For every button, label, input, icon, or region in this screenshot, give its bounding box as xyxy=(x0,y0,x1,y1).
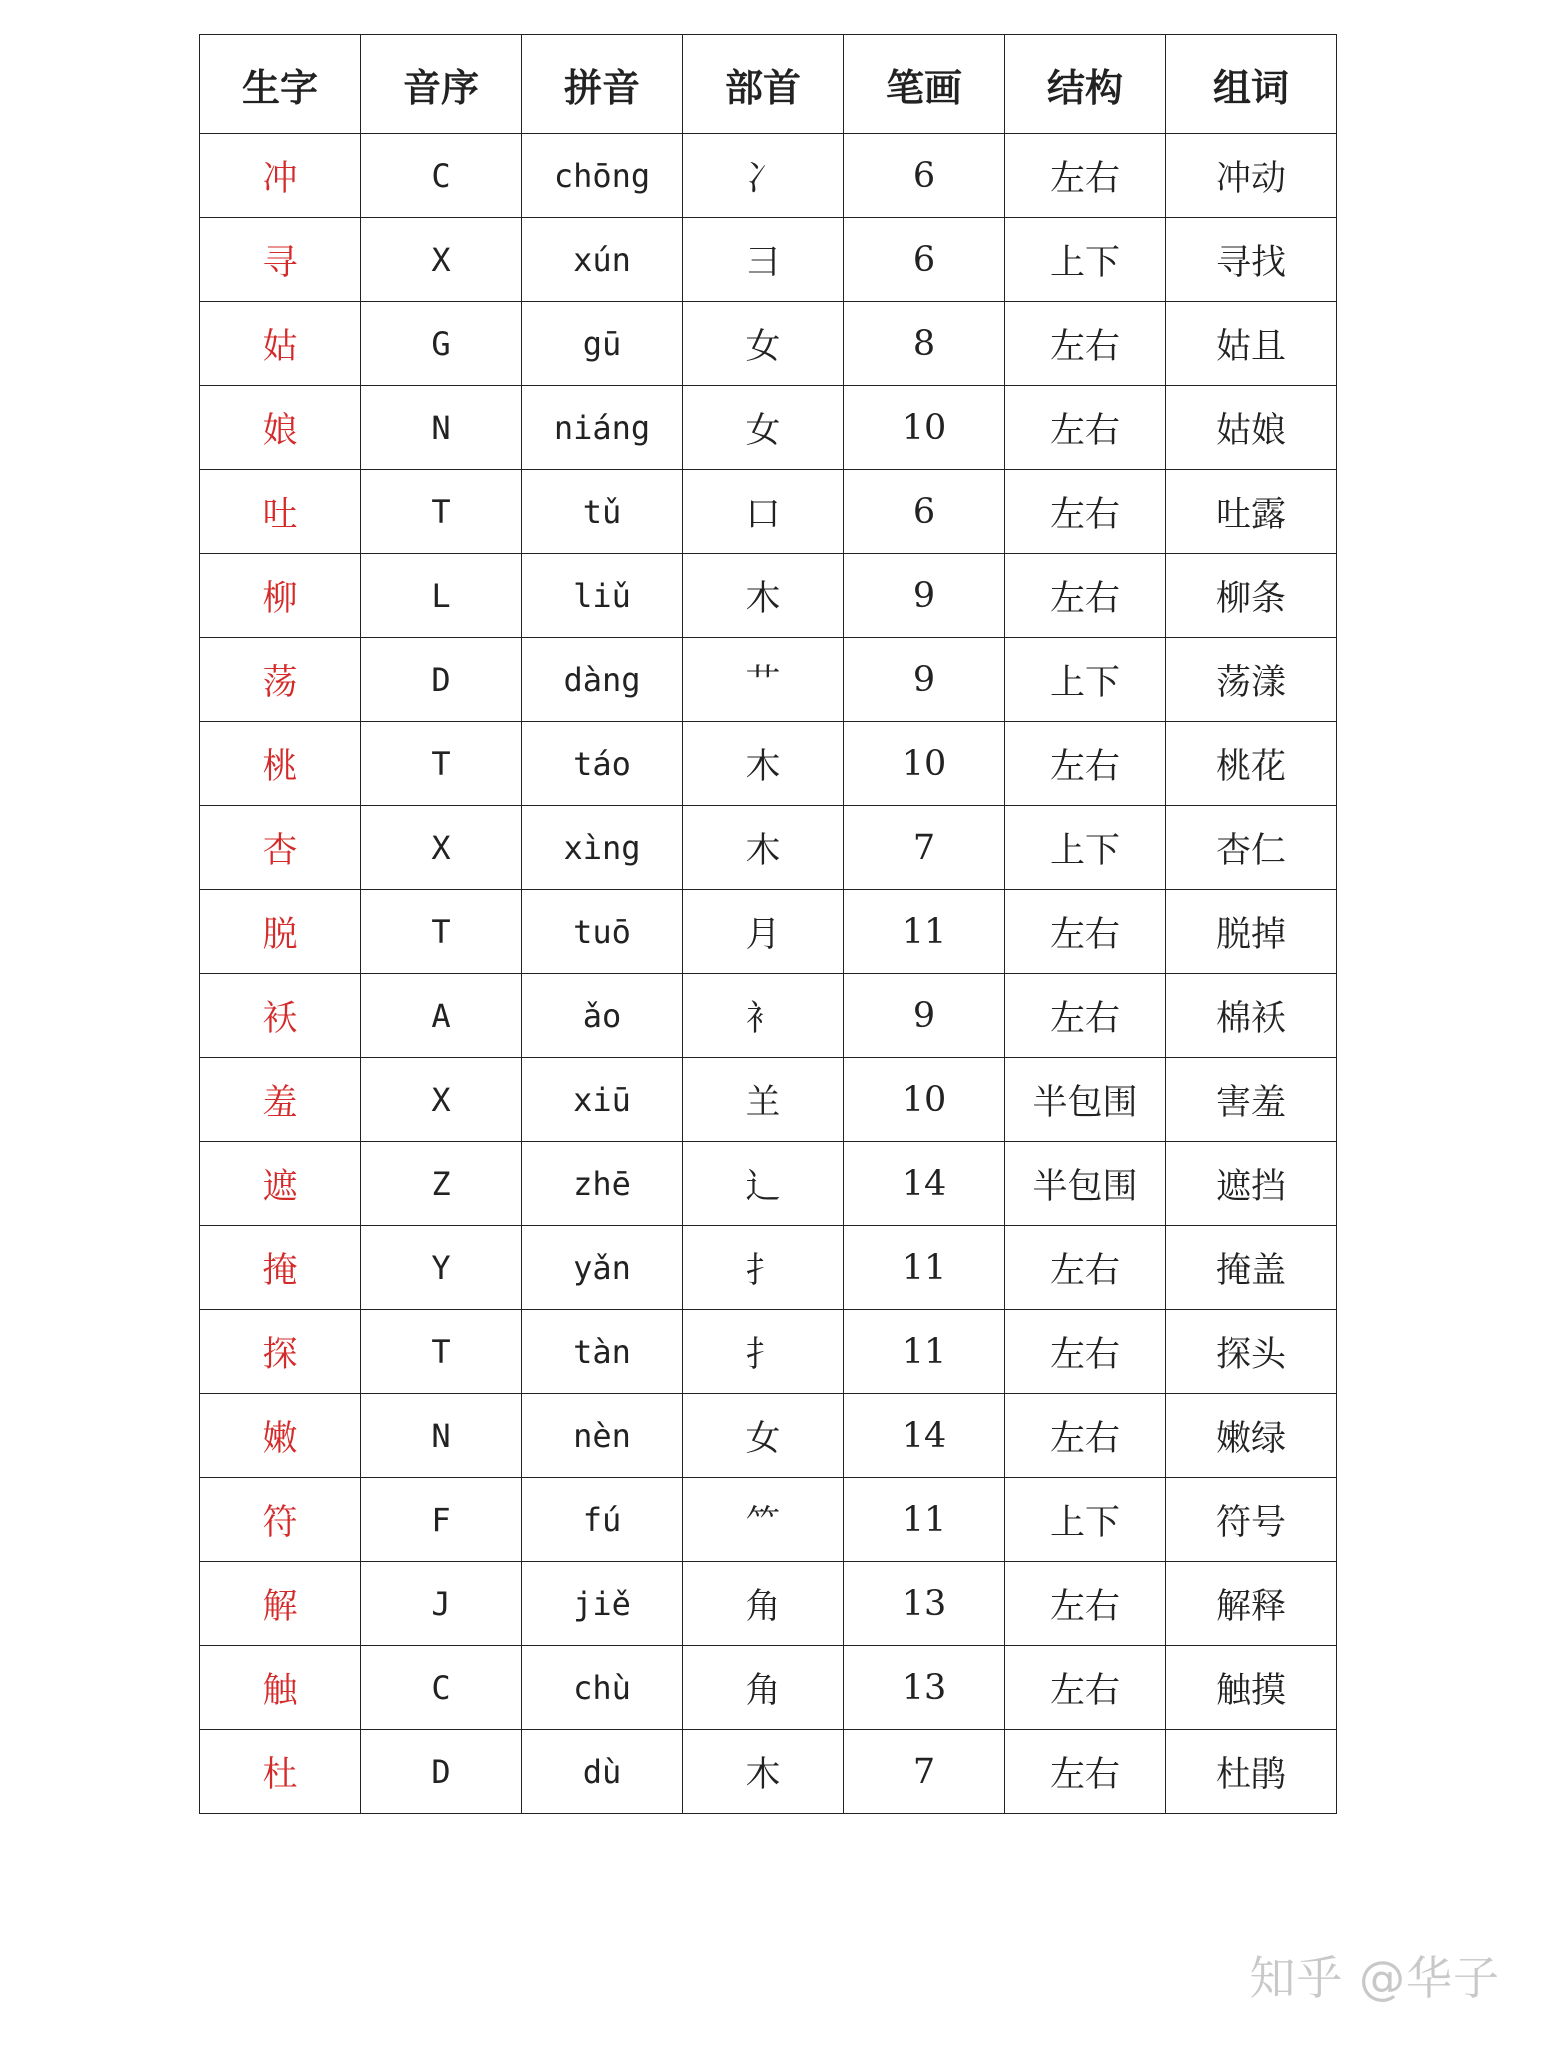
header-structure: 结构 xyxy=(1005,35,1166,134)
table-row xyxy=(200,218,1337,302)
table-row xyxy=(200,1478,1337,1562)
table-row xyxy=(200,386,1337,470)
structure-cell: 左右 xyxy=(1005,302,1166,386)
character-cell: 柳 xyxy=(200,554,361,638)
radical-cell: 木 xyxy=(683,806,844,890)
stroke-count-cell: 11 xyxy=(844,1478,1005,1562)
table-row xyxy=(200,1058,1337,1142)
word-cell: 遮挡 xyxy=(1166,1142,1337,1226)
structure-cell: 左右 xyxy=(1005,134,1166,218)
structure-cell: 左右 xyxy=(1005,1730,1166,1814)
character-cell: 姑 xyxy=(200,302,361,386)
word-cell: 杏仁 xyxy=(1166,806,1337,890)
pinyin-cell: xiū xyxy=(522,1058,683,1142)
word-cell: 掩盖 xyxy=(1166,1226,1337,1310)
character-cell: 遮 xyxy=(200,1142,361,1226)
structure-cell: 左右 xyxy=(1005,974,1166,1058)
word-cell: 解释 xyxy=(1166,1562,1337,1646)
character-cell: 探 xyxy=(200,1310,361,1394)
pinyin-cell: nèn xyxy=(522,1394,683,1478)
radical-cell: 𦍌 xyxy=(683,1058,844,1142)
radical-cell: 木 xyxy=(683,554,844,638)
character-cell: 冲 xyxy=(200,134,361,218)
pinyin-cell: tuō xyxy=(522,890,683,974)
initial-letter-cell: X xyxy=(361,1058,522,1142)
table-row xyxy=(200,1562,1337,1646)
structure-cell: 上下 xyxy=(1005,1478,1166,1562)
structure-cell: 左右 xyxy=(1005,470,1166,554)
word-cell: 探头 xyxy=(1166,1310,1337,1394)
header-stroke-count: 笔画 xyxy=(844,35,1005,134)
initial-letter-cell: F xyxy=(361,1478,522,1562)
radical-cell: 女 xyxy=(683,302,844,386)
character-cell: 荡 xyxy=(200,638,361,722)
character-cell: 袄 xyxy=(200,974,361,1058)
initial-letter-cell: Z xyxy=(361,1142,522,1226)
initial-letter-cell: T xyxy=(361,890,522,974)
word-cell: 触摸 xyxy=(1166,1646,1337,1730)
initial-letter-cell: X xyxy=(361,218,522,302)
pinyin-cell: gū xyxy=(522,302,683,386)
stroke-count-cell: 10 xyxy=(844,722,1005,806)
structure-cell: 半包围 xyxy=(1005,1058,1166,1142)
radical-cell: 彐 xyxy=(683,218,844,302)
word-cell: 符号 xyxy=(1166,1478,1337,1562)
radical-cell: 口 xyxy=(683,470,844,554)
table-row xyxy=(200,974,1337,1058)
initial-letter-cell: N xyxy=(361,386,522,470)
table-row xyxy=(200,302,1337,386)
radical-cell: ⺮ xyxy=(683,1478,844,1562)
initial-letter-cell: C xyxy=(361,134,522,218)
pinyin-cell: dù xyxy=(522,1730,683,1814)
structure-cell: 左右 xyxy=(1005,1394,1166,1478)
table-row xyxy=(200,1226,1337,1310)
stroke-count-cell: 11 xyxy=(844,890,1005,974)
pinyin-cell: liǔ xyxy=(522,554,683,638)
table-body xyxy=(200,134,1337,1814)
radical-cell: 扌 xyxy=(683,1226,844,1310)
stroke-count-cell: 14 xyxy=(844,1142,1005,1226)
pinyin-cell: jiě xyxy=(522,1562,683,1646)
character-cell: 吐 xyxy=(200,470,361,554)
structure-cell: 上下 xyxy=(1005,806,1166,890)
radical-cell: 角 xyxy=(683,1646,844,1730)
radical-cell: 衤 xyxy=(683,974,844,1058)
stroke-count-cell: 9 xyxy=(844,974,1005,1058)
table-row xyxy=(200,470,1337,554)
stroke-count-cell: 6 xyxy=(844,218,1005,302)
initial-letter-cell: T xyxy=(361,470,522,554)
structure-cell: 半包围 xyxy=(1005,1142,1166,1226)
stroke-count-cell: 6 xyxy=(844,134,1005,218)
initial-letter-cell: C xyxy=(361,1646,522,1730)
pinyin-cell: zhē xyxy=(522,1142,683,1226)
pinyin-cell: dàng xyxy=(522,638,683,722)
table-row xyxy=(200,1730,1337,1814)
stroke-count-cell: 11 xyxy=(844,1226,1005,1310)
character-cell: 解 xyxy=(200,1562,361,1646)
character-cell: 嫩 xyxy=(200,1394,361,1478)
radical-cell: 辶 xyxy=(683,1142,844,1226)
pinyin-cell: yǎn xyxy=(522,1226,683,1310)
character-cell: 杏 xyxy=(200,806,361,890)
stroke-count-cell: 10 xyxy=(844,1058,1005,1142)
radical-cell: 冫 xyxy=(683,134,844,218)
pinyin-cell: chōng xyxy=(522,134,683,218)
table-row xyxy=(200,890,1337,974)
radical-cell: 角 xyxy=(683,1562,844,1646)
stroke-count-cell: 9 xyxy=(844,638,1005,722)
character-cell: 寻 xyxy=(200,218,361,302)
table-row xyxy=(200,1142,1337,1226)
stroke-count-cell: 8 xyxy=(844,302,1005,386)
word-cell: 荡漾 xyxy=(1166,638,1337,722)
stroke-count-cell: 6 xyxy=(844,470,1005,554)
character-cell: 触 xyxy=(200,1646,361,1730)
character-cell: 娘 xyxy=(200,386,361,470)
initial-letter-cell: D xyxy=(361,1730,522,1814)
word-cell: 害羞 xyxy=(1166,1058,1337,1142)
stroke-count-cell: 10 xyxy=(844,386,1005,470)
character-cell: 掩 xyxy=(200,1226,361,1310)
pinyin-cell: ǎo xyxy=(522,974,683,1058)
structure-cell: 上下 xyxy=(1005,638,1166,722)
radical-cell: 扌 xyxy=(683,1310,844,1394)
word-cell: 姑且 xyxy=(1166,302,1337,386)
pinyin-cell: chù xyxy=(522,1646,683,1730)
radical-cell: 木 xyxy=(683,722,844,806)
header-word: 组词 xyxy=(1166,35,1337,134)
character-table xyxy=(199,34,1337,1814)
initial-letter-cell: A xyxy=(361,974,522,1058)
watermark: 知乎 @华子 xyxy=(1249,1951,1500,2005)
structure-cell: 上下 xyxy=(1005,218,1166,302)
table-row xyxy=(200,722,1337,806)
character-cell: 羞 xyxy=(200,1058,361,1142)
radical-cell: 木 xyxy=(683,1730,844,1814)
character-cell: 杜 xyxy=(200,1730,361,1814)
word-cell: 脱掉 xyxy=(1166,890,1337,974)
table-row xyxy=(200,1646,1337,1730)
stroke-count-cell: 11 xyxy=(844,1310,1005,1394)
word-cell: 柳条 xyxy=(1166,554,1337,638)
stroke-count-cell: 14 xyxy=(844,1394,1005,1478)
stroke-count-cell: 13 xyxy=(844,1562,1005,1646)
structure-cell: 左右 xyxy=(1005,890,1166,974)
word-cell: 姑娘 xyxy=(1166,386,1337,470)
initial-letter-cell: N xyxy=(361,1394,522,1478)
initial-letter-cell: D xyxy=(361,638,522,722)
structure-cell: 左右 xyxy=(1005,554,1166,638)
stroke-count-cell: 9 xyxy=(844,554,1005,638)
table-row xyxy=(200,1394,1337,1478)
word-cell: 桃花 xyxy=(1166,722,1337,806)
header-new-character: 生字 xyxy=(200,35,361,134)
pinyin-cell: fú xyxy=(522,1478,683,1562)
initial-letter-cell: T xyxy=(361,1310,522,1394)
initial-letter-cell: X xyxy=(361,806,522,890)
character-cell: 脱 xyxy=(200,890,361,974)
word-cell: 吐露 xyxy=(1166,470,1337,554)
character-cell: 符 xyxy=(200,1478,361,1562)
stroke-count-cell: 7 xyxy=(844,1730,1005,1814)
word-cell: 棉袄 xyxy=(1166,974,1337,1058)
pinyin-cell: niáng xyxy=(522,386,683,470)
table-row xyxy=(200,134,1337,218)
header-pinyin: 拼音 xyxy=(522,35,683,134)
table-row xyxy=(200,638,1337,722)
header-initial-letter: 音序 xyxy=(361,35,522,134)
pinyin-cell: tǔ xyxy=(522,470,683,554)
table-row xyxy=(200,554,1337,638)
radical-cell: 女 xyxy=(683,386,844,470)
stroke-count-cell: 7 xyxy=(844,806,1005,890)
structure-cell: 左右 xyxy=(1005,1310,1166,1394)
structure-cell: 左右 xyxy=(1005,1562,1166,1646)
radical-cell: 月 xyxy=(683,890,844,974)
initial-letter-cell: J xyxy=(361,1562,522,1646)
header-row xyxy=(200,35,1337,134)
word-cell: 杜鹃 xyxy=(1166,1730,1337,1814)
initial-letter-cell: L xyxy=(361,554,522,638)
character-cell: 桃 xyxy=(200,722,361,806)
pinyin-cell: xún xyxy=(522,218,683,302)
stroke-count-cell: 13 xyxy=(844,1646,1005,1730)
table-row xyxy=(200,1310,1337,1394)
structure-cell: 左右 xyxy=(1005,1226,1166,1310)
structure-cell: 左右 xyxy=(1005,386,1166,470)
word-cell: 嫩绿 xyxy=(1166,1394,1337,1478)
word-cell: 寻找 xyxy=(1166,218,1337,302)
radical-cell: 艹 xyxy=(683,638,844,722)
table-row xyxy=(200,806,1337,890)
initial-letter-cell: Y xyxy=(361,1226,522,1310)
header-radical: 部首 xyxy=(683,35,844,134)
pinyin-cell: xìng xyxy=(522,806,683,890)
structure-cell: 左右 xyxy=(1005,1646,1166,1730)
pinyin-cell: táo xyxy=(522,722,683,806)
radical-cell: 女 xyxy=(683,1394,844,1478)
structure-cell: 左右 xyxy=(1005,722,1166,806)
word-cell: 冲动 xyxy=(1166,134,1337,218)
initial-letter-cell: G xyxy=(361,302,522,386)
pinyin-cell: tàn xyxy=(522,1310,683,1394)
initial-letter-cell: T xyxy=(361,722,522,806)
